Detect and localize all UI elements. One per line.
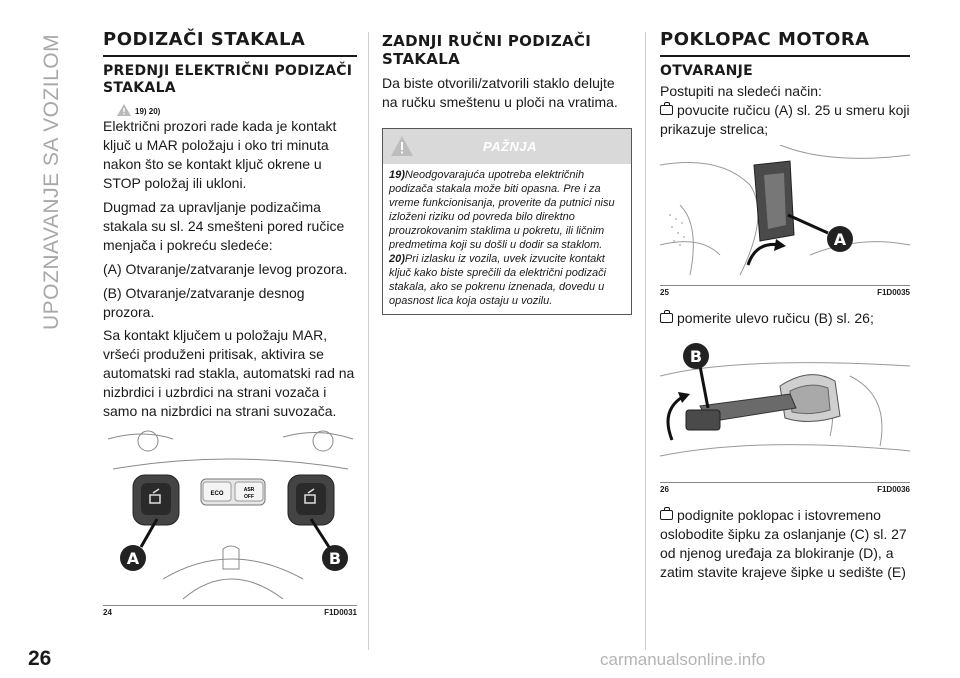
callout-a: A [833, 229, 847, 249]
section-title: PODIZAČI STAKALA [103, 30, 357, 57]
step-text: povucite ručicu (A) sl. 25 u smeru koji prikazuje strelica; [660, 101, 910, 137]
warning-triangle-icon [117, 104, 131, 116]
asr-label: ASR [243, 487, 255, 494]
figure-24 [103, 429, 357, 606]
watermark: carmanualsonline.info [600, 650, 766, 669]
callout-b: B [689, 346, 703, 366]
column-divider [645, 32, 646, 650]
figure-code: F1D0035 [877, 287, 910, 297]
step-bullet-icon [660, 105, 673, 115]
section-title: ZADNJI RUČNI PODIZAČI STAKALA [382, 32, 592, 68]
paragraph: Električni prozori rade kada je kontakt ključ u MAR položaju i oko tri minuta nakon što se kontakt ključ okrene u STOP položaj ili ukloni. [103, 118, 337, 192]
paragraph: Dugmad za upravljanje podizačima stakala su sl. 24 smešteni pored ručice menjača i pokreću sledeće: [103, 199, 345, 254]
window-switch-illustration [103, 429, 357, 605]
warning-item-text: Neodgovarajuća upotreba električnih podizača stakala može biti opasna. Pre i za vreme funkcionisanja, proverite da putnici nisu izloženi riziku od povreda bilo direktno prouzrokovanim staklima u pokretu, ili ličnim predmetima koji su došli u dodir sa staklom. [389, 169, 615, 251]
warning-refs [117, 98, 357, 116]
step-text: podignite poklopac i istovremeno oslobodite šipku za oslanjanje (C) sl. 27 od njenog uređaja za blokiranje (D), a zatim stavite krajeve šipke u sedište (E) [660, 506, 907, 580]
column-rear-windows [382, 30, 632, 315]
column-bonnet [660, 30, 910, 582]
warning-ref-numbers: 19) 20) [135, 107, 161, 117]
paragraph: Postupiti na sledeći način: [660, 82, 822, 99]
subsection-title: OTVARANJE [660, 62, 753, 79]
paragraph: (A) Otvaranje/zatvaranje levog prozora. [103, 261, 348, 278]
callout-a: A [126, 549, 140, 569]
warning-header [383, 129, 631, 164]
figure-number: 25 [660, 287, 669, 297]
warning-triangle-icon [391, 136, 413, 156]
chapter-sidebar [28, 30, 68, 330]
figure-caption [103, 608, 357, 617]
step-1 [660, 101, 910, 139]
eco-label: ECO [210, 491, 224, 498]
warning-item-20 [389, 252, 625, 308]
warning-heading: PAŽNJA [483, 139, 538, 154]
paragraph: Da biste otvorili/zatvorili staklo delujte na ručku smeštenu u ploči na vratima. [382, 75, 618, 110]
paragraph: Sa kontakt ključem u položaju MAR, vršeći produženi pritisak, aktivira se automatski rad stakla, automatski rad na nizbrdici i uzbrdici na strani vozača i samo na nizbrdici na strani suvozača. [103, 327, 355, 420]
figure-number: 26 [660, 484, 669, 494]
step-bullet-icon [660, 510, 673, 520]
bonnet-lever-illustration [660, 145, 910, 285]
chapter-title: UPOZNAVANJE SA VOZILOM [40, 33, 63, 330]
subsection-title: PREDNJI ELEKTRIČNI PODIZAČI STAKALA [103, 62, 353, 96]
warning-item-text: Pri izlasku iz vozila, uvek izvucite kontakt ključ kako biste sprečili da električni podizači stakala, ako se pokrenu iznenada, dovedu u opasnost lica koja ostaju u vozilu. [389, 253, 607, 307]
step-3 [660, 506, 910, 582]
warning-item-19 [389, 168, 625, 252]
warning-number: 20) [389, 253, 405, 265]
column-window-lifts [103, 30, 357, 617]
warning-box [382, 128, 632, 315]
figure-number: 24 [103, 608, 112, 618]
figure-code: F1D0031 [324, 608, 357, 618]
figure-caption [660, 485, 910, 494]
step-bullet-icon [660, 313, 673, 323]
paragraph: (B) Otvaranje/zatvaranje desnog prozora. [103, 285, 305, 321]
figure-code: F1D0036 [877, 484, 910, 494]
figure-25 [660, 145, 910, 286]
warning-number: 19) [389, 169, 405, 181]
step-text: pomerite ulevo ručicu (B) sl. 26; [677, 309, 874, 326]
page-number: 26 [28, 647, 52, 670]
step-2 [660, 309, 910, 328]
section-title: POKLOPAC MOTORA [660, 30, 910, 57]
figure-caption [660, 288, 910, 297]
callout-b: B [328, 549, 342, 569]
bonnet-catch-illustration [660, 336, 910, 482]
column-divider [368, 32, 369, 650]
figure-26 [660, 336, 910, 483]
asr-off-label: OFF [244, 494, 254, 501]
warning-text [383, 164, 631, 314]
